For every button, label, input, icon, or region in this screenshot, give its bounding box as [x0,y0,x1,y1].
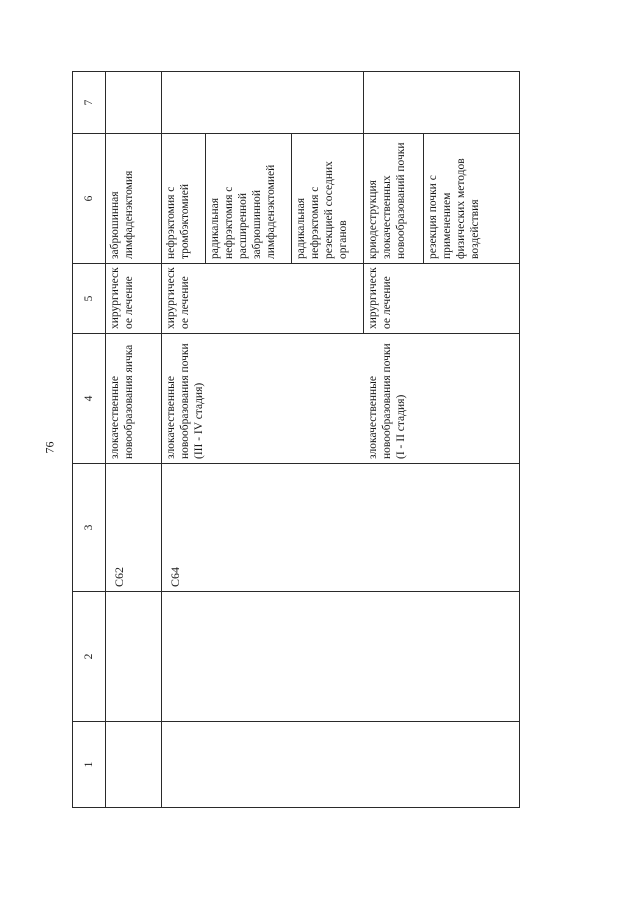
cell-empty [162,592,520,722]
table-row [106,72,162,808]
method-cell: забрюшинная лимфаденэктомия [106,134,162,264]
cell-empty [364,72,520,134]
method-cell: радикальная нефрэктомия с расширенной забрюшинной лимфаденэктомией [206,134,292,264]
page-number: 76 [42,441,57,454]
cell-empty [162,72,364,134]
icd-code-cell: C64 [162,464,520,592]
method-cell: криодеструкция злокачественных новообразований почки [364,134,424,264]
table-row [162,72,206,808]
diagnosis-cell: злокачественные новообразования почки (I - II стадия) [364,334,520,464]
procedures-table [72,71,520,808]
method-cell: резекция почки с применением физических методов воздействия [424,134,520,264]
cell-empty [106,722,162,808]
treatment-type-cell: хирургическ ое лечение [364,264,520,334]
cell-empty [106,592,162,722]
diagnosis-cell: злокачественные новообразования яичка [106,334,162,464]
col-header-3: 3 [73,464,106,592]
cell-empty [106,72,162,134]
treatment-type-cell: хирургическ ое лечение [162,264,364,334]
col-header-7: 7 [73,72,106,134]
method-cell: нефрэктомия с тромбэктомией [162,134,206,264]
col-header-6: 6 [73,134,106,264]
col-header-1: 1 [73,722,106,808]
treatment-type-cell: хирургическ ое лечение [106,264,162,334]
cell-empty [162,722,520,808]
col-header-2: 2 [73,592,106,722]
diagnosis-cell: злокачественные новообразования почки (III - IV стадия) [162,334,364,464]
col-header-5: 5 [73,264,106,334]
col-header-4: 4 [73,334,106,464]
method-cell: радикальная нефрэктомия с резекцией соседних органов [292,134,364,264]
header-row [73,72,106,808]
icd-code-cell: C62 [106,464,162,592]
